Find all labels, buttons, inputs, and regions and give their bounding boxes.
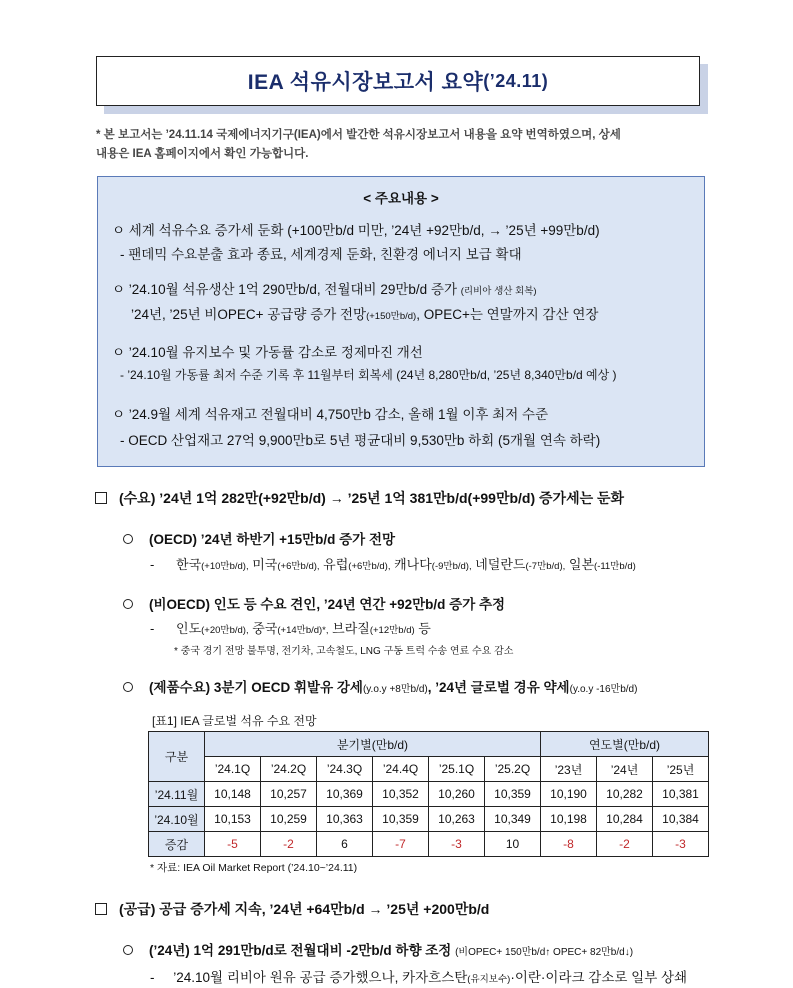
product-heading bbox=[123, 676, 637, 696]
oecd-item-korea bbox=[176, 557, 249, 572]
table-row-label: 증감 bbox=[149, 832, 205, 857]
table-col-header: ’24.2Q bbox=[261, 757, 317, 782]
table-cell: 10,260 bbox=[429, 782, 485, 807]
square-bullet-icon bbox=[95, 903, 107, 915]
oecd-heading-text: (OECD) ’24년 하반기 +15만b/d 증가 전망 bbox=[149, 532, 396, 547]
supply-bullet bbox=[150, 966, 687, 986]
summary-item-2 bbox=[112, 278, 537, 298]
table-col-header: ’24.1Q bbox=[205, 757, 261, 782]
supply-sub-heading-text: (’24년) 1억 291만b/d로 전월대비 -2만b/d 하향 조정 bbox=[149, 943, 456, 958]
table-col-header: ’25년 bbox=[653, 757, 709, 782]
note-line-2: 내용은 IEA 홈페이지에서 확인 가능합니다. bbox=[96, 148, 309, 160]
table-cell: 10,148 bbox=[205, 782, 261, 807]
table-cell: 10,359 bbox=[373, 807, 429, 832]
table-cell: 10,282 bbox=[597, 782, 653, 807]
supply-sub-small: (비OPEC+ 150만b/d↑ OPEC+ 82만b/d↓) bbox=[455, 947, 634, 958]
supply-heading bbox=[95, 899, 489, 919]
table-row bbox=[149, 832, 709, 857]
summary-item-2-small: (리비아 생산 회복) bbox=[460, 286, 537, 297]
title-sub: (’24.11) bbox=[483, 70, 549, 91]
nonoecd-heading bbox=[123, 593, 505, 613]
nonoecd-item-value: (+20만b/d), bbox=[201, 625, 249, 636]
page-title bbox=[96, 56, 700, 106]
summary-item-2-text: ㅇ ’24.10월 석유생산 1억 290만b/d, 전월대비 29만b/d 증가 bbox=[112, 282, 461, 297]
table-row-label: ’24.10월 bbox=[149, 807, 205, 832]
nonoecd-heading-text: (비OECD) 인도 등 수요 견인, ’24년 연간 +92만b/d 증가 추정 bbox=[149, 597, 506, 612]
oecd-item-name: 미국 bbox=[252, 557, 278, 572]
dash: - bbox=[150, 557, 173, 572]
supply-bullet-b: ·이란·이라크 감소로 일부 상쇄 bbox=[510, 970, 688, 985]
table-corner: 구분 bbox=[149, 732, 205, 782]
circle-bullet-icon bbox=[123, 599, 133, 609]
table-cell: 10,352 bbox=[373, 782, 429, 807]
oecd-item-name: 한국 bbox=[176, 557, 202, 572]
oecd-item-name: 네덜란드 bbox=[475, 557, 526, 572]
nonoecd-item-brazil bbox=[332, 621, 415, 636]
oecd-item-value: (+6만b/d), bbox=[348, 561, 391, 572]
table-cell: 10,349 bbox=[485, 807, 541, 832]
summary-heading: < 주요내용 > bbox=[363, 191, 439, 206]
oecd-item-name: 유럽 bbox=[323, 557, 349, 572]
circle-bullet-icon bbox=[123, 945, 133, 955]
table-cell: 10 bbox=[485, 832, 541, 857]
table-col-header: ’25.1Q bbox=[429, 757, 485, 782]
table-row-label: ’24.11월 bbox=[149, 782, 205, 807]
product-small-a: (y.o.y +8만b/d) bbox=[362, 684, 428, 695]
nonoecd-item-name: 브라질 bbox=[332, 621, 370, 636]
square-bullet-icon bbox=[95, 492, 107, 504]
table-col-header: ’25.2Q bbox=[485, 757, 541, 782]
table-col-header: ’24.3Q bbox=[317, 757, 373, 782]
table-cell: -3 bbox=[429, 832, 485, 857]
oecd-item-name: 일본 bbox=[568, 557, 595, 572]
oecd-item-name: 캐나다 bbox=[394, 557, 432, 572]
table-cell: 10,263 bbox=[429, 807, 485, 832]
product-small-b: (y.o.y -16만b/d) bbox=[569, 684, 638, 695]
circle-bullet-icon bbox=[123, 534, 133, 544]
table-cell: -2 bbox=[261, 832, 317, 857]
table-row bbox=[149, 807, 709, 832]
table-cell: 10,381 bbox=[653, 782, 709, 807]
oecd-item-netherlands bbox=[475, 557, 565, 572]
demand-heading-text: (수요) ’24년 1억 282만(+92만b/d) → ’25년 1억 381만b/d(+99만b/d) 증가세는 둔화 bbox=[119, 490, 625, 506]
summary-item-3: ㅇ ’24.10월 유지보수 및 가동률 감소로 정제마진 개선 bbox=[112, 345, 423, 360]
summary-item-2-sub bbox=[131, 303, 598, 323]
oecd-item-value: (+6만b/d), bbox=[277, 561, 320, 572]
oecd-item-value: (-11만b/d) bbox=[594, 561, 636, 572]
nonoecd-tail: 등 bbox=[414, 621, 431, 636]
nonoecd-item-china bbox=[252, 621, 328, 636]
summary-item-2-sub-a: ’24년, ’25년 비OPEC+ 공급량 증가 전망 bbox=[131, 307, 367, 322]
table-col-header: ’24년 bbox=[597, 757, 653, 782]
oecd-heading bbox=[123, 528, 395, 548]
supply-bullet-small: (유지보수) bbox=[467, 974, 511, 985]
oecd-item-japan bbox=[569, 557, 636, 572]
note-line-1: * 본 보고서는 ’24.11.14 국제에너지기구(IEA)에서 발간한 석유시장보고서 내용을 요약 번역하였으며, 상세 bbox=[96, 129, 621, 141]
demand-table bbox=[148, 731, 709, 857]
title-block bbox=[96, 56, 700, 106]
table-cell: 10,153 bbox=[205, 807, 261, 832]
table-row bbox=[149, 782, 709, 807]
dash: - bbox=[150, 621, 173, 636]
oecd-list bbox=[150, 554, 636, 573]
nonoecd-item-india bbox=[176, 621, 249, 636]
table-cell: -8 bbox=[541, 832, 597, 857]
supply-sub-heading bbox=[123, 939, 633, 959]
summary-item-4-sub: - OECD 산업재고 27억 9,900만b로 5년 평균대비 9,530만b 하회 (5개월 연속 하락) bbox=[120, 433, 601, 448]
table-cell: -3 bbox=[653, 832, 709, 857]
oecd-item-europe bbox=[323, 557, 390, 572]
summary-item-2-sub-b: , OPEC+는 연말까지 감산 연장 bbox=[416, 307, 599, 322]
title-main: IEA 석유시장보고서 요약 bbox=[247, 71, 484, 94]
supply-bullet-a: ’24.10월 리비아 원유 공급 증가했으나, 카자흐스탄 bbox=[173, 970, 468, 985]
table-cell: 10,359 bbox=[485, 782, 541, 807]
table-cell: -5 bbox=[205, 832, 261, 857]
table-cell: 10,190 bbox=[541, 782, 597, 807]
table-cell: 10,363 bbox=[317, 807, 373, 832]
product-heading-a: (제품수요) 3분기 OECD 휘발유 강세 bbox=[149, 680, 363, 695]
table-col-header: ’24.4Q bbox=[373, 757, 429, 782]
oecd-item-value: (+10만b/d), bbox=[201, 561, 249, 572]
supply-heading-text: (공급) 공급 증가세 지속, ’24년 +64만b/d → ’25년 +200만b/d bbox=[119, 901, 490, 917]
table-cell: -7 bbox=[373, 832, 429, 857]
nonoecd-footnote: * 중국 경기 전망 불투명, 전기차, 고속철도, LNG 구동 트럭 수송 연료 수요 감소 bbox=[174, 646, 514, 657]
circle-bullet-icon bbox=[123, 682, 133, 692]
product-heading-b: , ’24년 글로벌 경유 약세 bbox=[427, 680, 570, 695]
oecd-item-value: (-9만b/d), bbox=[431, 561, 472, 572]
table-caption: [표1] IEA 글로벌 석유 수요 전망 bbox=[152, 714, 317, 728]
table-group-quarterly: 분기별(만b/d) bbox=[205, 732, 541, 757]
summary-item-3-sub: - ’24.10월 가동률 최저 수준 기록 후 11월부터 회복세 (24년 8,280만b/d, ’25년 8,340만b/d 예상 ) bbox=[120, 368, 617, 382]
dash: - bbox=[150, 970, 174, 985]
table-cell: 10,257 bbox=[261, 782, 317, 807]
summary-item-1: ㅇ 세계 석유수요 증가세 둔화 (+100만b/d 미만, ’24년 +92만b/d, → ’25년 +99만b/d) bbox=[112, 223, 600, 238]
table-cell: 10,284 bbox=[597, 807, 653, 832]
table-group-yearly: 연도별(만b/d) bbox=[541, 732, 709, 757]
oecd-item-value: (-7만b/d), bbox=[525, 561, 566, 572]
intro-note bbox=[96, 126, 696, 164]
demand-heading bbox=[95, 488, 624, 508]
oecd-item-canada bbox=[394, 557, 472, 572]
nonoecd-item-name: 인도 bbox=[176, 621, 202, 636]
table-cell: 6 bbox=[317, 832, 373, 857]
table-source: * 자료: IEA Oil Market Report (’24.10~’24.11) bbox=[150, 862, 358, 874]
table-col-header: ’23년 bbox=[541, 757, 597, 782]
summary-item-1-sub: - 팬데믹 수요분출 효과 종료, 세계경제 둔화, 친환경 에너지 보급 확대 bbox=[120, 247, 522, 262]
table-cell: 10,384 bbox=[653, 807, 709, 832]
table-cell: 10,198 bbox=[541, 807, 597, 832]
nonoecd-item-name: 중국 bbox=[252, 621, 278, 636]
oecd-item-us bbox=[252, 557, 319, 572]
nonoecd-item-value: (+12만b/d) bbox=[369, 625, 415, 636]
table-cell: 10,259 bbox=[261, 807, 317, 832]
summary-box bbox=[97, 176, 705, 467]
summary-item-4: ㅇ ’24.9월 세계 석유재고 전월대비 4,750만b 감소, 올해 1월 이후 최저 수준 bbox=[112, 407, 549, 422]
nonoecd-item-value: (+14만b/d)*, bbox=[277, 625, 329, 636]
nonoecd-list bbox=[150, 618, 431, 637]
summary-item-2-sub-small: (+150만b/d) bbox=[366, 311, 417, 322]
table-cell: 10,369 bbox=[317, 782, 373, 807]
table-cell: -2 bbox=[597, 832, 653, 857]
